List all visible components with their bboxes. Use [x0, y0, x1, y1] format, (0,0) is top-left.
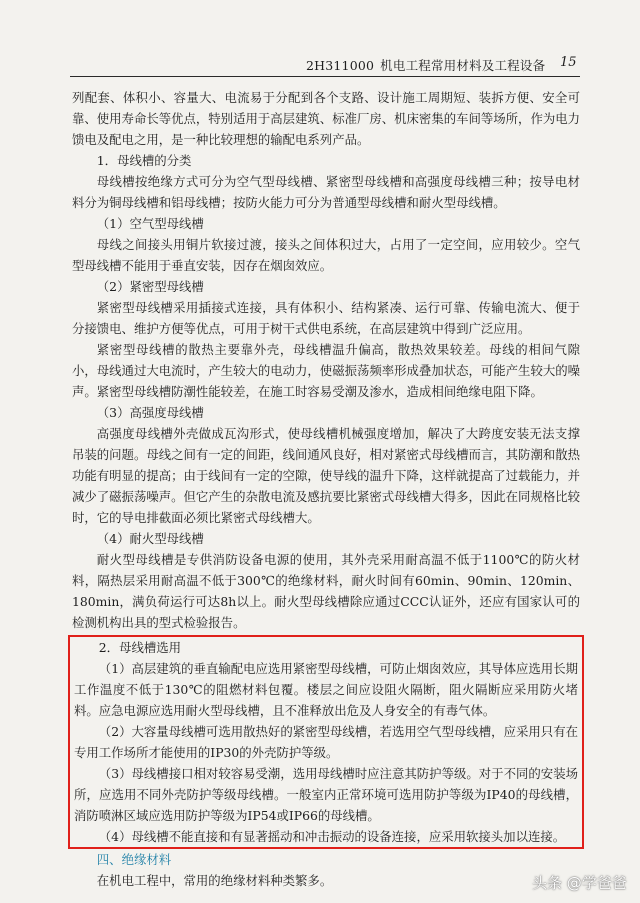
- busway-selection-heading: 2．母线槽选用: [98, 640, 182, 655]
- insulation-materials-paragraph: 在机电工程中，常用的绝缘材料种类繁多。: [96, 873, 333, 888]
- page-body: [72, 87, 580, 891]
- page-number: 15: [560, 55, 577, 70]
- header-divider: [70, 76, 580, 77]
- intro-paragraph: 列配套、体积小、容量大、电流易于分配到各个支路、设计施工周期短、装拆方便、安全可靠、使用寿命长等优点，特别适用于高层建筑、标准厂房、机床密集的车间等场所，作为电力馈电及配电之用，是一种比较理想的输配电系列产品。: [72, 90, 581, 147]
- fire-resistant-type-heading: （4）耐火型母线槽: [96, 531, 204, 546]
- selection-item: （3）母线槽接口相对较容易受潮，选用母线槽时应注意其防护等级。对于不同的安装场所，应选用不同外壳防护等级母线槽。一般室内正常环境可选用防护等级为IP40的母线槽，消防喷淋区域应选用防护等级为IP54或IP66的母线槽。: [74, 766, 578, 823]
- compact-type-heading: （2）紧密型母线槽: [96, 279, 204, 294]
- air-type-heading: （1）空气型母线槽: [96, 216, 204, 231]
- selection-item: （4）母线槽不能直接和有显著摇动和冲击振动的设备连接，应采用软接头加以连接。: [98, 829, 566, 844]
- page-header: [0, 52, 640, 78]
- compact-type-paragraph: 紧密型母线槽的散热主要靠外壳，母线槽温升偏高，散热效果较差。母线的相间气隙小，母线通过大电流时，产生较大的电动力，使磁振荡频率形成叠加状态，可能产生较大的噪声。紧密型母线槽防潮性能较差，在施工时容易受潮及渗水，造成相间绝缘电阻下降。: [72, 342, 581, 399]
- chapter-header: [306, 56, 545, 74]
- highlighted-selection-box: [68, 635, 584, 849]
- fire-resistant-type-paragraph: 耐火型母线槽是专供消防设备电源的使用，其外壳采用耐高温不低于1100℃的防火材料，隔热层采用耐高温不低于300℃的绝缘材料，耐火时间有60min、90min、120min、180min，满负荷运行可达8h以上。耐火型母线槽除应通过CCC认证外，还应有国家认可的检测机构出具的型式检验报告。: [72, 552, 580, 630]
- air-type-paragraph: 母线之间接头用铜片软接过渡，接头之间体积过大，占用了一定空间，应用较少。空气型母线槽不能用于垂直安装，因存在烟囱效应。: [72, 237, 580, 273]
- selection-item: （2）大容量母线槽可选用散热好的紧密型母线槽，若选用空气型母线槽，应采用只有在专用工作场所才能使用的IP30的外壳防护等级。: [74, 724, 578, 760]
- selection-item: （1）高层建筑的垂直输配电应选用紧密型母线槽，可防止烟囱效应，其导体应选用长期工作温度不低于130℃的阻燃材料包覆。楼层之间应设阻火隔断，阻火隔断应采用防火堵料。应急电源应选用耐火型母线槽，且不准释放出危及人身安全的有毒气体。: [74, 661, 578, 718]
- busway-classification-heading: 1．母线槽的分类: [96, 153, 192, 168]
- source-watermark: 头条 @学爸爸: [532, 874, 627, 892]
- insulation-materials-heading: 四、绝缘材料: [96, 852, 172, 867]
- busway-classification-intro: 母线槽按绝缘方式可分为空气型母线槽、紧密型母线槽和高强度母线槽三种；按导电材料分为铜母线槽和铝母线槽；按防火能力可分为普通型母线槽和耐火型母线槽。: [72, 174, 580, 210]
- chapter-title: 机电工程常用材料及工程设备: [380, 58, 546, 73]
- high-strength-type-paragraph: 高强度母线槽外壳做成瓦沟形式，使母线槽机械强度增加，解决了大跨度安装无法支撑吊装的问题。母线之间有一定的间距，线间通风良好，相对紧密式母线槽而言，其防潮和散热功能有明显的提高；由于线间有一定的空隙，使导线的温升下降，这样就提高了过载能力，并减少了磁振荡噪声。但它产生的杂散电流及感抗要比紧密式母线槽大得多，因此在同规格比较时，它的导电排截面必须比紧密式母线槽大。: [72, 426, 581, 525]
- chapter-code: 2H311000: [306, 58, 375, 73]
- compact-type-paragraph: 紧密型母线槽采用插接式连接，具有体积小、结构紧凑、运行可靠、传输电流大、便于分接馈电、维护方便等优点，可用于树干式供电系统，在高层建筑中得到广泛应用。: [72, 300, 580, 336]
- high-strength-type-heading: （3）高强度母线槽: [96, 405, 204, 420]
